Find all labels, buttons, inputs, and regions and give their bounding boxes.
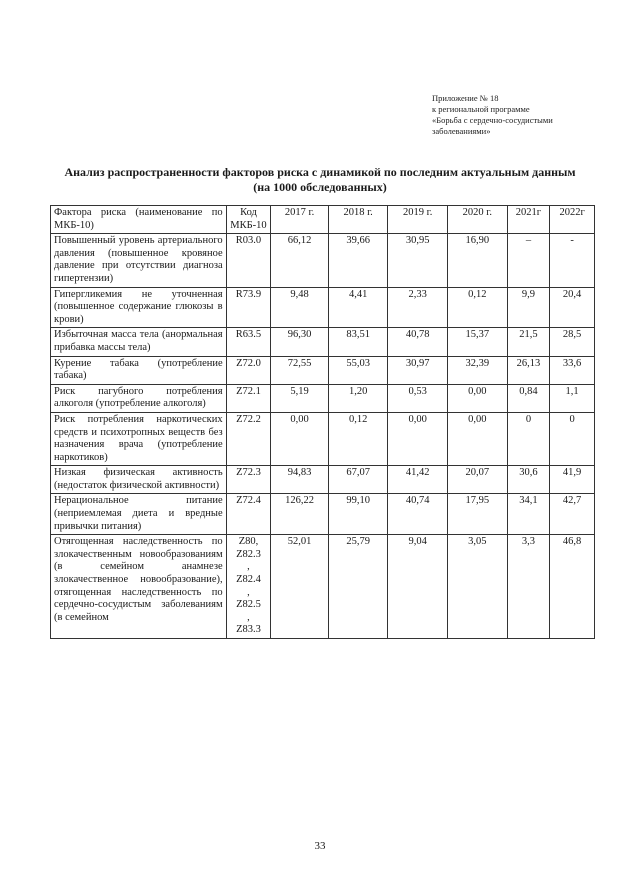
risk-factor-name: Риск потребления наркотических средств и психотропных веществ без назначения врача (употребление наркотиков) xyxy=(51,412,227,465)
year-value: 39,66 xyxy=(328,234,388,287)
icd-code xyxy=(226,466,271,494)
table-header-row xyxy=(51,206,595,234)
header-2018: 2018 г. xyxy=(328,206,388,234)
appendix-line: заболеваниями» xyxy=(432,126,491,136)
year-value: 55,03 xyxy=(328,356,388,384)
icd-code xyxy=(226,287,271,328)
year-value: 34,1 xyxy=(507,494,550,535)
year-value: 28,5 xyxy=(550,328,595,356)
year-value: 0,00 xyxy=(271,412,328,465)
icd-code-part: R73.9 xyxy=(235,288,262,300)
year-value: 0 xyxy=(550,412,595,465)
icd-code-part: Z72.4 xyxy=(236,495,261,507)
year-value: 9,04 xyxy=(388,535,448,639)
appendix-line: Приложение № 18 xyxy=(432,93,499,103)
document-title xyxy=(40,165,600,195)
icd-code xyxy=(226,535,271,639)
year-value: 17,95 xyxy=(448,494,508,535)
title-subtitle: (на 1000 обследованных) xyxy=(253,180,387,194)
year-value: 99,10 xyxy=(328,494,388,535)
risk-factor-name: Гипергликемия не уточненная (повышенное содержание глюкозы в крови) xyxy=(51,287,227,328)
table-row xyxy=(51,466,595,494)
icd-code-part: , xyxy=(247,561,250,573)
header-code: Код МКБ-10 xyxy=(226,206,271,234)
year-value: 96,30 xyxy=(271,328,328,356)
risk-factor-name: Повышенный уровень артериального давления (повышенное кровяное давление при отсутствии диагноза гипертензии) xyxy=(51,234,227,287)
table-row xyxy=(51,412,595,465)
icd-code xyxy=(226,356,271,384)
icd-code-part: Z82.4 xyxy=(236,574,261,586)
year-value: 5,19 xyxy=(271,384,328,412)
year-value: 3,3 xyxy=(507,535,550,639)
year-value: 9,9 xyxy=(507,287,550,328)
risk-factor-name: Риск пагубного потребления алкоголя (употребление алкоголя) xyxy=(51,384,227,412)
year-value: 1,1 xyxy=(550,384,595,412)
year-value: 126,22 xyxy=(271,494,328,535)
year-value: 20,4 xyxy=(550,287,595,328)
icd-code-part: Z72.3 xyxy=(236,467,261,479)
year-value: - xyxy=(550,234,595,287)
icd-code xyxy=(226,494,271,535)
year-value: 0,00 xyxy=(448,384,508,412)
icd-code-part: Z82.3 xyxy=(236,548,261,560)
year-value: 42,7 xyxy=(550,494,595,535)
table-row xyxy=(51,234,595,287)
icd-code xyxy=(226,384,271,412)
year-value: 0,12 xyxy=(328,412,388,465)
icd-code-part: Z83.3 xyxy=(236,624,261,636)
icd-code xyxy=(226,234,271,287)
year-value: 30,95 xyxy=(388,234,448,287)
year-value: 20,07 xyxy=(448,466,508,494)
icd-code-part: , xyxy=(247,586,250,598)
table-row xyxy=(51,535,595,639)
icd-code xyxy=(226,412,271,465)
year-value: 1,20 xyxy=(328,384,388,412)
icd-code-part: Z72.2 xyxy=(236,413,261,425)
icd-code xyxy=(226,328,271,356)
year-value: 21,5 xyxy=(507,328,550,356)
risk-factor-name: Нерациональное питание (неприемлемая диета и вредные привычки питания) xyxy=(51,494,227,535)
appendix-line: к региональной программе xyxy=(432,104,530,114)
icd-code-part: , xyxy=(247,611,250,623)
year-value: 0,00 xyxy=(448,412,508,465)
year-value: 0,84 xyxy=(507,384,550,412)
icd-code-part: R63.5 xyxy=(235,329,262,341)
year-value: 40,78 xyxy=(388,328,448,356)
year-value: 33,6 xyxy=(550,356,595,384)
year-value: 83,51 xyxy=(328,328,388,356)
year-value: 32,39 xyxy=(448,356,508,384)
year-value: 25,79 xyxy=(328,535,388,639)
year-value: 30,6 xyxy=(507,466,550,494)
header-2021: 2021г xyxy=(507,206,550,234)
year-value: 67,07 xyxy=(328,466,388,494)
year-value: 16,90 xyxy=(448,234,508,287)
header-2019: 2019 г. xyxy=(388,206,448,234)
icd-code-part: Z72.1 xyxy=(236,385,261,397)
table-row xyxy=(51,494,595,535)
header-2022: 2022г xyxy=(550,206,595,234)
year-value: 2,33 xyxy=(388,287,448,328)
header-2017: 2017 г. xyxy=(271,206,328,234)
year-value: 4,41 xyxy=(328,287,388,328)
year-value: 94,83 xyxy=(271,466,328,494)
risk-factor-name: Избыточная масса тела (анормальная прибавка массы тела) xyxy=(51,328,227,356)
table-row xyxy=(51,384,595,412)
risk-factor-name: Курение табака (употребление табака) xyxy=(51,356,227,384)
icd-code-part: Z72.0 xyxy=(236,357,261,369)
icd-code-part: Z82.5 xyxy=(236,599,261,611)
appendix-note xyxy=(432,93,632,137)
year-value: 40,74 xyxy=(388,494,448,535)
header-factor: Фактора риска (наименование по МКБ-10) xyxy=(51,206,227,234)
risk-factors-table xyxy=(50,205,595,639)
table-body xyxy=(51,234,595,639)
year-value: 0,00 xyxy=(388,412,448,465)
year-value: 15,37 xyxy=(448,328,508,356)
icd-code-part: R03.0 xyxy=(235,235,262,247)
year-value: 9,48 xyxy=(271,287,328,328)
year-value: 0,53 xyxy=(388,384,448,412)
year-value: 30,97 xyxy=(388,356,448,384)
year-value: 41,42 xyxy=(388,466,448,494)
header-2020: 2020 г. xyxy=(448,206,508,234)
page-number: 33 xyxy=(314,840,326,852)
table-row xyxy=(51,287,595,328)
year-value: – xyxy=(507,234,550,287)
year-value: 72,55 xyxy=(271,356,328,384)
year-value: 3,05 xyxy=(448,535,508,639)
title-line: Анализ распространенности факторов риска с динамикой по последним актуальным данным xyxy=(64,165,576,179)
icd-code-part: Z80, xyxy=(238,536,259,548)
year-value: 0,12 xyxy=(448,287,508,328)
year-value: 52,01 xyxy=(271,535,328,639)
year-value: 26,13 xyxy=(507,356,550,384)
risk-factor-name: Отягощенная наследственность по злокачественным новообразованиям (в семейном анамнезе злокачественное новообразование), отягощенная наследственность по сердечно-сосудистым заболеваниям (в семейном xyxy=(51,535,227,639)
table-row xyxy=(51,328,595,356)
appendix-line: «Борьба с сердечно-сосудистыми xyxy=(432,115,553,125)
table-row xyxy=(51,356,595,384)
year-value: 66,12 xyxy=(271,234,328,287)
year-value: 46,8 xyxy=(550,535,595,639)
risk-factor-name: Низкая физическая активность (недостаток физической активности) xyxy=(51,466,227,494)
year-value: 0 xyxy=(507,412,550,465)
year-value: 41,9 xyxy=(550,466,595,494)
